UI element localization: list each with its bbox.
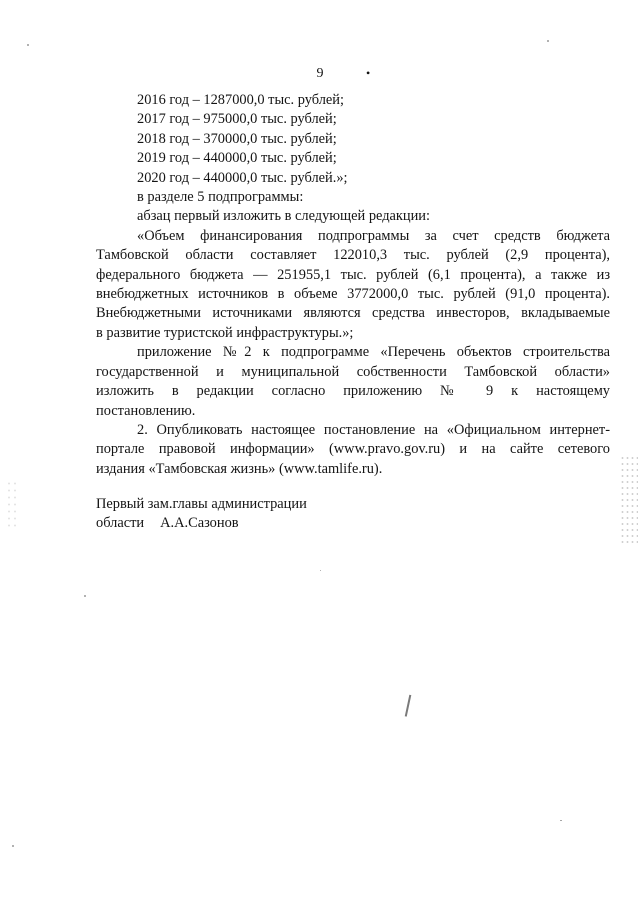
page-number [0, 66, 640, 82]
publish-paragraph [96, 421, 610, 479]
appendix-line: государственной и муниципальной собственности Тамбовской области» [96, 363, 610, 380]
signature-title: Первый зам.главы администрации [96, 496, 307, 512]
financing-paragraph [96, 227, 610, 343]
publish-line: портале правовой информации» (www.pravo.gov.ru) и на сайте сетевого [96, 441, 610, 458]
financing-line: внебюджетных источников в объеме 3772000,0 тыс. рублей (91,0 процента). [96, 286, 610, 303]
budget-year-line: 2019 год – 440000,0 тыс. рублей; [137, 150, 337, 167]
budget-year-line: 2018 год – 370000,0 тыс. рублей; [137, 130, 337, 147]
page-number-value: 9 [316, 66, 324, 81]
document-body [96, 91, 610, 479]
scan-noise-right [620, 455, 638, 545]
financing-line: в развитие туристской инфраструктуры.»; [96, 324, 354, 341]
budget-year-line: 2020 год – 440000,0 тыс. рублей.»; [137, 169, 348, 186]
financing-line: «Объем финансирования подпрограммы за счет средств бюджета [137, 227, 610, 244]
signature-block [96, 495, 307, 533]
scan-speck [84, 595, 86, 597]
pen-mark [405, 695, 414, 718]
signature-region: области [96, 515, 145, 531]
page-number-dot: • [366, 66, 371, 80]
scan-noise-left [6, 480, 20, 530]
budget-year-line: 2017 год – 975000,0 тыс. рублей; [137, 111, 337, 128]
budget-year-line: 2016 год – 1287000,0 тыс. рублей; [137, 92, 344, 108]
appendix-line: приложение №2 к подпрограмме «Перечень объектов строительства [137, 344, 610, 361]
scan-speck [547, 40, 549, 42]
appendix-line: изложить в редакции согласно приложению № 9 к настоящему [96, 383, 610, 400]
signature-name: А.А.Сазонов [160, 515, 239, 531]
financing-line: федерального бюджета — 251955,1 тыс. рублей (6,1 процента), а также из [96, 266, 610, 283]
scan-speck [27, 44, 29, 46]
financing-line: Тамбовской области составляет 122010,3 тыс. рублей (2,9 процента), [96, 247, 610, 264]
appendix-paragraph [96, 343, 610, 421]
section-intro: в разделе 5 подпрограммы: [137, 189, 304, 206]
paragraph-intro: абзац первый изложить в следующей редакции: [137, 208, 431, 225]
scan-speck [12, 845, 14, 847]
scan-speck [560, 820, 562, 821]
publish-line: издания «Тамбовская жизнь» (www.tamlife.ru). [96, 460, 383, 477]
publish-line: 2. Опубликовать настоящее постановление на «Официальном интернет- [137, 421, 610, 438]
signature-region-line [96, 514, 307, 533]
appendix-line: постановлению. [96, 402, 196, 419]
financing-line: Внебюджетными источниками являются средства инвесторов, вкладываемые [96, 305, 610, 322]
scan-speck [320, 570, 321, 571]
